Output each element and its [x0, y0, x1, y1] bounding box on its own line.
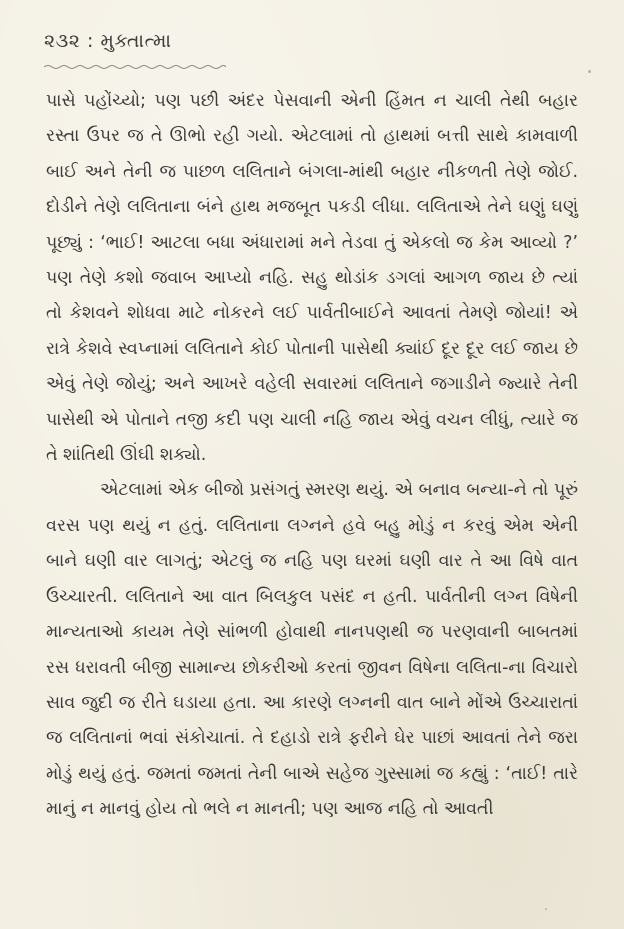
- paragraph-1: પાસે પહોંચ્યો; પણ પછી અંદર પેસવાની એની હિંમત ન ચાલી તેથી બહાર રસ્તા ઉપર જ તે ઊભો રહી ગયો. એટલામાં તો હાથમાં બત્તી સાથે કામવાળી બાઈ અને તેની જ પાછળ લલિતાને બંગલા-માંથી બહાર નીકળતી તેણે જોઈ. દોડીને તેણે લલિતાના બંને હાથ મજબૂત પકડી લીધા. લલિતાએ તેને ઘણું ઘણું પૂછ્યું : ‘ભાઈ! આટલા બધા અંધારામાં મને તેડવા તું એકલો જ કેમ આવ્યો ?’ પણ તેણે કશો જવાબ આપ્યો નહિ. સહુ થોડાંક ડગલાં આગળ જાય છે ત્યાં તો કેશવને શોધવા માટે નોકરને લઈ પાર્વતીબાઈને આવતાં તેમણે જોયાં! એ રાત્રે કેશવે સ્વપ્નામાં લલિતાને કોઈ પોતાની પાસેથી ક્યાંઈ દૂર દૂર લઈ જાય છે એવું તેણે જોયું; અને આખરે વહેલી સવારમાં લલિતાને જગાડીને જ્યારે તેની પાસેથી એ પોતાને તજી કદી પણ ચાલી નહિ જાય એવું વચન લીધું, ત્યારે જ તે શાંતિથી ઊંઘી શક્યો.: [46, 91, 578, 466]
- body-text: [46, 84, 578, 828]
- paragraph-2: એટલામાં એક બીજો પ્રસંગતું સ્મરણ થયું. એ બનાવ બન્યા-ને તો પૂરું વરસ પણ થયું ન હતું. લલિતાના લગ્નને હવે બહુ મોડું ન કરવું એમ એની બાને ઘણી વાર લાગતું; એટલું જ નહિ પણ ઘરમાં ઘણી વાર તે આ વિષે વાત ઉચ્ચારતી. લલિતાને આ વાત બિલકુલ પસંદ ન હતી. પાર્વતીની લગ્ન વિષેની માન્યતાઓ કાયમ તેણે સાંભળી હોવાથી નાનપણથી જ પરણવાની બાબતમાં રસ ધરાવતી બીજી સામાન્ય છોકરીઓ કરતાં જીવન વિષેના લલિતા-ના વિચારો સાવ જુદી જ રીતે ઘડાયા હતા. આ કારણે લગ્નની વાત બાને મોંએ ઉચ્ચારાતાં જ લલિતાનાં ભવાં સંકોચાતાં. તે દહાડો રાત્રે ફરીને ઘેર પાછાં આવતાં તેને જરા મોડું થયું હતું. જમતાં જમતાં તેની બાએ સહેજ ગુસ્સામાં જ કહ્યું : ‘તાઈ! તારે માનું ન માનવું હોય તો ભલે ન માનતી; પણ આજ નહિ તો આવતી: [46, 480, 578, 820]
- paper-speck: [588, 70, 591, 73]
- page-header: [44, 30, 344, 70]
- paper-speck: [545, 908, 547, 910]
- header-wavy-rule: [44, 64, 226, 70]
- page-number-and-title: ૨૩૨ : મુક્તાત્મા: [44, 30, 172, 52]
